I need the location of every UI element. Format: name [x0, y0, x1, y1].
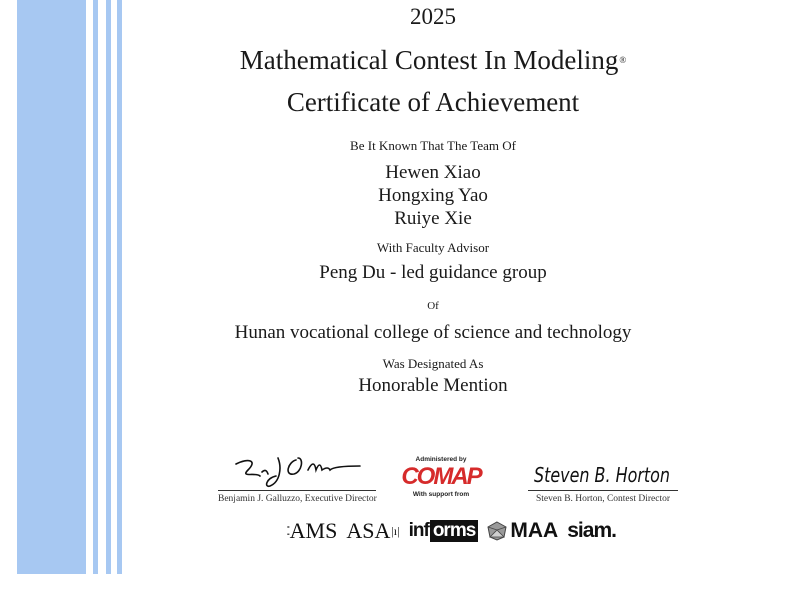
- certificate-subtitle: Certificate of Achievement: [286, 87, 580, 117]
- handwritten-signature-horton: [528, 452, 678, 490]
- maa-logo: [487, 519, 558, 543]
- maa-icosahedron-icon: [487, 521, 507, 541]
- informs-logo: [409, 520, 479, 542]
- team-member: Hewen Xiao: [385, 162, 481, 183]
- comap-administrator-block: [398, 456, 484, 498]
- decorative-stripe-thin: [106, 0, 111, 574]
- certificate-year: 2025: [410, 4, 456, 29]
- contest-director-name: Steven B. Horton, Contest Director: [535, 494, 671, 504]
- of-label: Of: [427, 300, 439, 312]
- contest-title: [130, 45, 736, 76]
- team-member: Hongxing Yao: [378, 185, 488, 206]
- ams-dots-icon: ⁚⁚: [286, 523, 288, 538]
- award-level: Honorable Mention: [358, 375, 508, 396]
- decorative-stripe-wide: [17, 0, 86, 574]
- signature-text: Steven B. Horton: [534, 463, 670, 487]
- contest-title-text: Mathematical Contest In Modeling: [239, 45, 619, 75]
- contest-director-signature-block: [528, 452, 678, 504]
- informs-logo-text-a: inf: [408, 520, 429, 541]
- asa-bars-icon: |ı|: [391, 523, 400, 538]
- informs-logo-text-b: orms: [430, 520, 478, 542]
- sponsor-logos: [286, 514, 616, 548]
- known-label: Be It Known That The Team Of: [350, 138, 516, 153]
- support-from-label: With support from: [412, 491, 470, 498]
- handwritten-signature-galluzzo: [218, 452, 376, 490]
- asa-logo-text: ASA: [346, 518, 391, 543]
- decorative-stripe-thin: [93, 0, 98, 574]
- ams-logo: [286, 518, 337, 544]
- ams-logo-text: AMS: [289, 518, 338, 543]
- siam-logo: siam.: [567, 519, 616, 542]
- executive-director-name: Benjamin J. Galluzzo, Executive Director: [218, 494, 377, 504]
- maa-logo-text: MAA: [510, 519, 559, 542]
- advisor-label: With Faculty Advisor: [376, 240, 490, 255]
- asa-logo: [346, 518, 399, 544]
- signature-line: [528, 490, 678, 491]
- signature-line: [218, 490, 376, 491]
- comap-logo: COMAP: [401, 463, 481, 490]
- registered-mark: ®: [619, 55, 627, 65]
- team-member: Ruiye Xie: [394, 208, 472, 229]
- faculty-advisor: Peng Du - led guidance group: [319, 262, 547, 283]
- designation-label: Was Designated As: [382, 356, 484, 371]
- administered-by-label: Administered by: [415, 456, 467, 463]
- executive-director-signature-block: [218, 452, 376, 504]
- decorative-stripe-thin: [117, 0, 122, 574]
- institution-name: Hunan vocational college of science and technology: [234, 322, 632, 343]
